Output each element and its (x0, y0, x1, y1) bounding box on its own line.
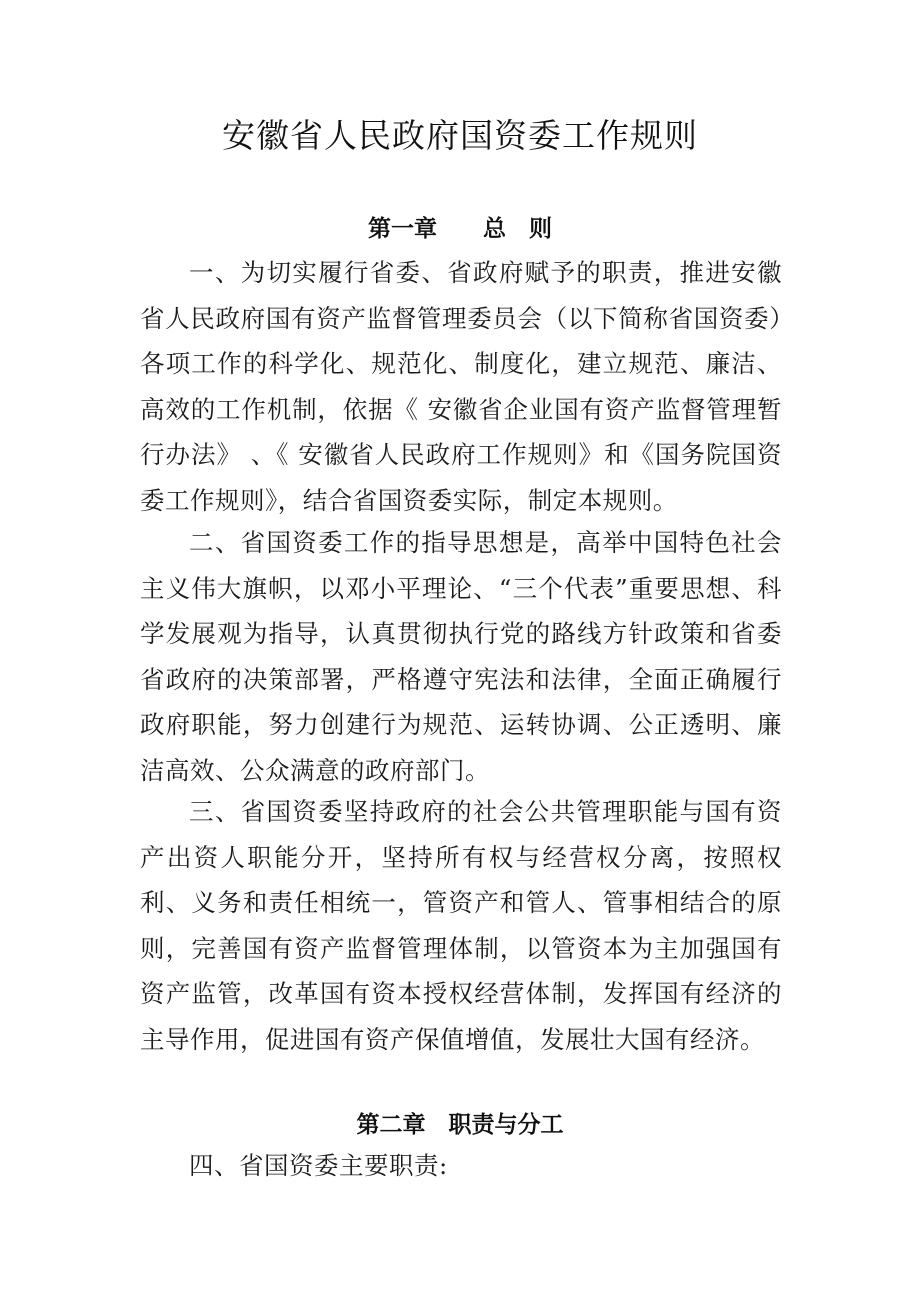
chapter-heading-1: 第一章 总 则 (368, 216, 552, 242)
chapter-heading-2: 第二章 职责与分工 (356, 1112, 564, 1138)
document-title: 安徽省人民政府国资委工作规则 (222, 116, 698, 155)
paragraph-article-3: 三、省国资委坚持政府的社会公共管理职能与国有资产出资人职能分开，坚持所有权与经营权分离，按照权利、义务和责任相统一，管资产和管人、管事相结合的原则，完善国有资产监督管理体制，以管资本为主加强国有资产监管，改革国有资本授权经营体制，发挥国有经济的主导作用，促进国有资产保值增值，发展壮大国有经济。 (140, 797, 782, 1054)
paragraph-article-4: 四、省国资委主要职责: (189, 1151, 448, 1180)
paragraph-article-2: 二、省国资委工作的指导思想是，高举中国特色社会主义伟大旗帜，以邓小平理论、“三个代表”重要思想、科学发展观为指导，认真贯彻执行党的路线方针政策和省委省政府的决策部署，严格遵守宪法和法律，全面正确履行政府职能，努力创建行为规范、运转协调、公正透明、廉洁高效、公众满意的政府部门。 (140, 528, 782, 785)
paragraph-article-1: 一、为切实履行省委、省政府赋予的职责，推进安徽省人民政府国有资产监督管理委员会（以下简称省国资委）各项工作的科学化、规范化、制度化，建立规范、廉洁、高效的工作机制，依据《 安徽省企业国有资产监督管理暂行办法》 、《 安徽省人民政府工作规则》和《国务院国资委工作规则》，结合省国资委实际，制定本规则。 (140, 258, 782, 515)
